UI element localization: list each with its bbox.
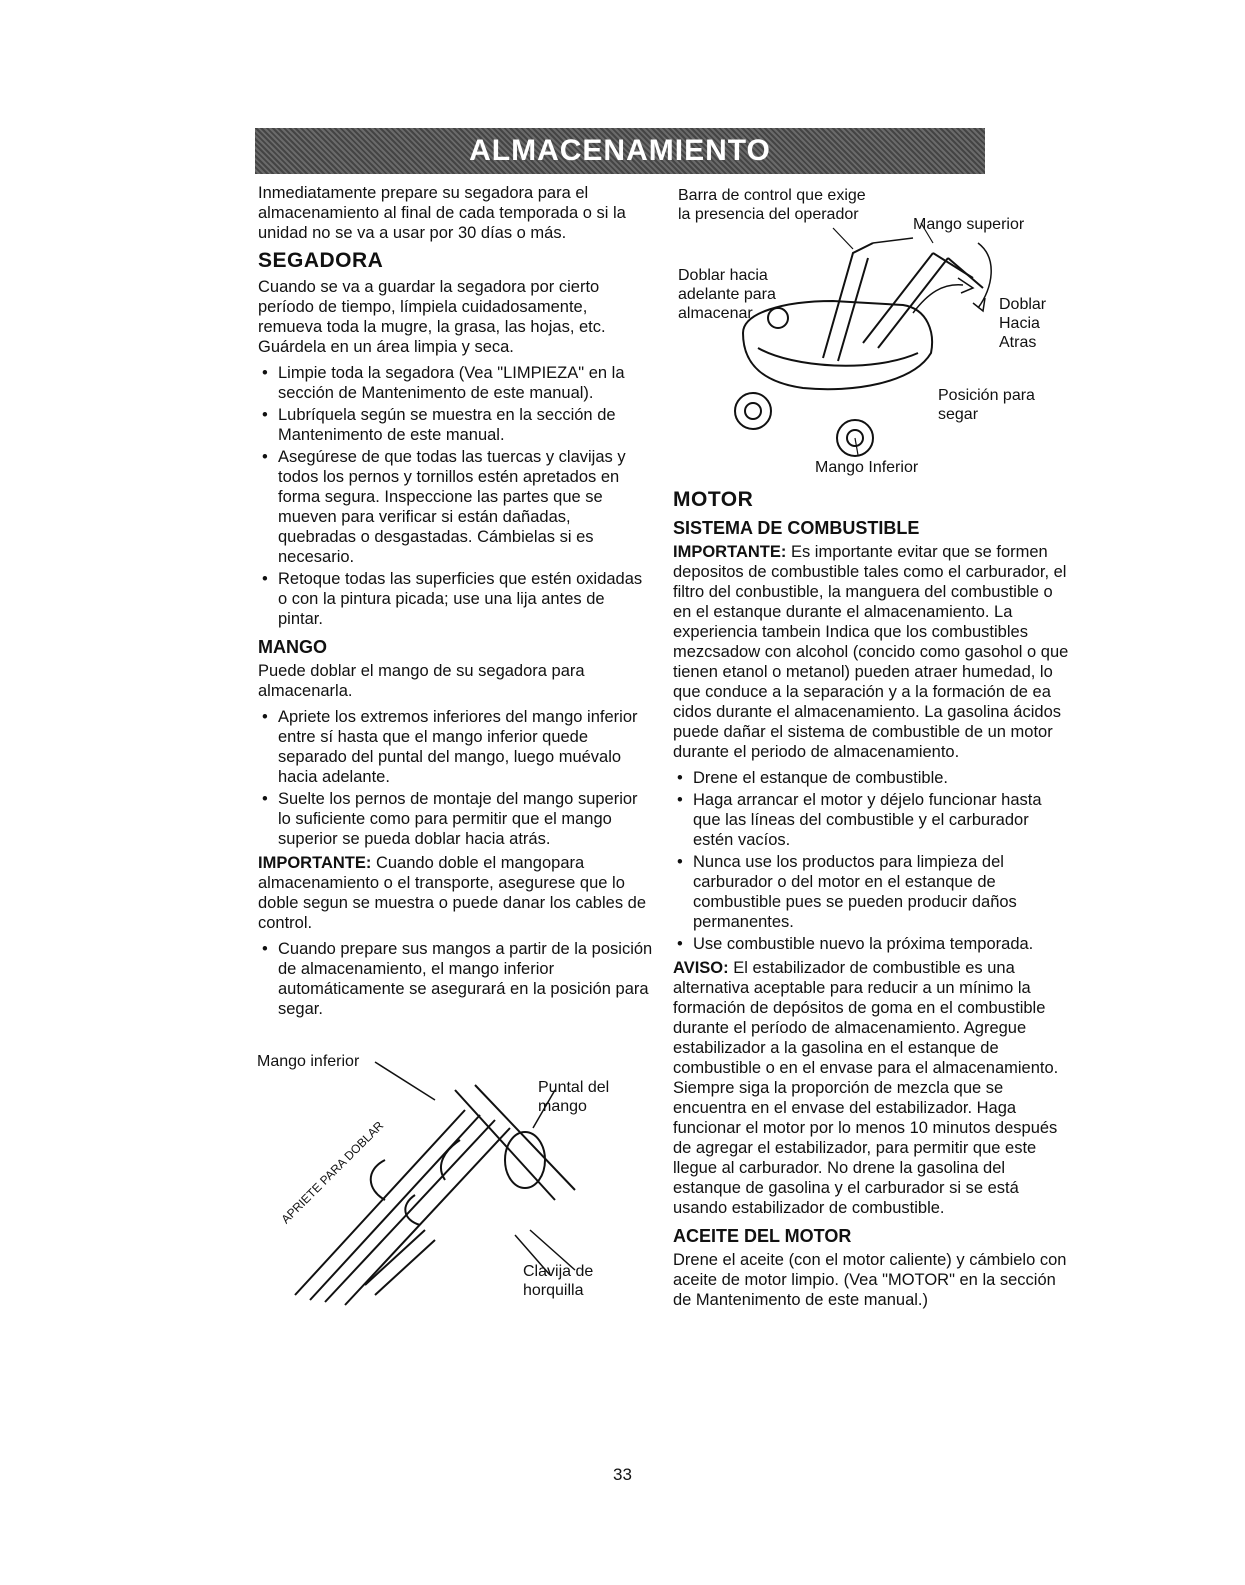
- barra-label-1: Barra de control que exige: [678, 187, 866, 204]
- sistema-heading: SISTEMA DE COMBUSTIBLE: [673, 518, 920, 538]
- list-item: • Nunca use los productos para limpieza del carburador o del motor en el estanque de combustible pues se pueden producir daños permanentes.: [673, 852, 1073, 932]
- doblar-adelante-label-3: almacenar: [678, 305, 753, 322]
- posicion-label-2: segar: [938, 406, 979, 423]
- mango-heading: MANGO: [258, 637, 327, 657]
- list-item: • Use combustible nuevo la próxima temporada.: [673, 934, 1073, 954]
- left-column: [258, 183, 653, 1023]
- list-item: • Apriete los extremos inferiores del mango inferior entre sí hasta que el mango inferior quede separado del puntal del mango, luego muévalo hacia adelante.: [258, 707, 653, 787]
- list-item: • Limpie toda la segadora (Vea "LIMPIEZA" en la sección de Mantenimento de este manual).: [258, 363, 653, 403]
- handle-fold-figure: [255, 1050, 655, 1315]
- mango-inferior-label: Mango inferior: [257, 1053, 360, 1070]
- important-label: IMPORTANTE:: [673, 543, 787, 561]
- mango-inferior-label: Mango Inferior: [815, 459, 919, 476]
- mango-superior-label: Mango superior: [913, 216, 1025, 233]
- apriete-label: APRIETE PARA DOBLAR: [278, 1118, 387, 1227]
- segadora-list: [258, 363, 653, 629]
- important-text: Es importante evitar que se formen depositos de combustible tales como el carburador, el filtro del conbustible, la manguera del combustible o en el estanque durante el almacenamiento. La experiencia tambein Indica que los combustibles mezcsadow con alcohol (concido como gasohol o que tienen etanol o metanol) pueden atraer humedad, lo que conduce a la separación y a la formación de ea cidos durante el almacenamiento. La gasolina ácidos puede dañar el sistema de combustible de un motor durante el periodo de almacenamiento.: [673, 543, 1069, 761]
- intro-paragraph: Inmediatamente prepare su segadora para el almacenamiento al final de cada temporada o si la unidad no se va a usar por 30 días o más.: [258, 184, 626, 242]
- list-item: • Asegúrese de que todas las tuercas y clavijas y todos los pernos y tornillos estén apretados en forma segura. Inspeccione las partes que se mueven para verificar si están dañadas, quebradas o desgastadas. Cámbielas si es necesario.: [258, 447, 653, 567]
- barra-label-2: la presencia del operador: [678, 206, 859, 223]
- list-item: • Retoque todas las superficies que estén oxidadas o con la pintura picada; use una lija antes de pintar.: [258, 569, 653, 629]
- aviso-label: AVISO:: [673, 959, 729, 977]
- important-text: Cuando doble el mangopara almacenamiento o el transporte, asegurese que lo doble segun se muestra o puede danar los cables de control.: [258, 854, 647, 932]
- aviso-paragraph: [673, 958, 1073, 1218]
- puntal-label-2: mango: [538, 1098, 587, 1115]
- aceite-heading: ACEITE DEL MOTOR: [673, 1226, 852, 1246]
- doblar-atras-label-2: Hacia: [999, 315, 1040, 332]
- section-title: ALMACENAMIENTO: [469, 134, 771, 167]
- motor-important: [673, 542, 1073, 762]
- important-label: IMPORTANTE:: [258, 854, 372, 872]
- mango-important: [258, 853, 653, 933]
- list-item: • Drene el estanque de combustible.: [673, 768, 1073, 788]
- doblar-adelante-label-1: Doblar hacia: [678, 267, 768, 284]
- list-item: • Suelte los pernos de montaje del mango superior lo suficiente como para permitir que el mango superior se pueda doblar hacia atrás.: [258, 789, 653, 849]
- segadora-paragraph: Cuando se va a guardar la segadora por cierto período de tiempo, límpiela cuidadosamente, remueva toda la mugre, la grasa, las hojas, etc. Guárdela en un área limpia y seca.: [258, 278, 606, 356]
- motor-heading: MOTOR: [673, 488, 754, 511]
- clavija-label-2: horquilla: [523, 1282, 584, 1299]
- list-item: • Lubríquela según se muestra en la sección de Mantenimento de este manual.: [258, 405, 653, 445]
- mango-list-2: [258, 939, 653, 1019]
- posicion-label-1: Posición para: [938, 387, 1035, 404]
- doblar-adelante-label-2: adelante para: [678, 286, 776, 303]
- doblar-atras-label-3: Atras: [999, 334, 1037, 351]
- mango-list: [258, 707, 653, 849]
- list-item: • Haga arrancar el motor y déjelo funcionar hasta que las líneas del combustible y el carburador estén vacíos.: [673, 790, 1073, 850]
- page-number: 33: [613, 1465, 632, 1484]
- aceite-paragraph: Drene el aceite (con el motor caliente) y cámbielo con aceite de motor limpio. (Vea "MOTOR" en la sección de Mantenimento de este manual.): [673, 1251, 1067, 1309]
- mango-paragraph: Puede doblar el mango de su segadora para almacenarla.: [258, 662, 585, 700]
- right-column: [673, 482, 1073, 1316]
- aviso-text: El estabilizador de combustible es una alternativa aceptable para reducir a un mínimo la formación de depósitos de goma en el combustible durante el período de almacenamiento. Agregue estabilizador a la gasolina en el estanque de combustible o en el envase para el almacenamiento. Siempre siga la proporción de mezcla que se encuentra en el envase del estabilizador. Haga funcionar el motor por lo menos 10 minutos después de agregar el estabilizador, para permitir que este llegue al carburador. No drene la gasolina del estanque de gasolina y el carburador si se está usando estabilizador de combustible.: [673, 959, 1059, 1217]
- section-title-banner: [255, 128, 985, 174]
- segadora-heading: SEGADORA: [258, 249, 384, 272]
- list-item: • Cuando prepare sus mangos a partir de la posición de almacenamiento, el mango inferior automáticamente se asegurará en la posición para segar.: [258, 939, 653, 1019]
- puntal-label-1: Puntal del: [538, 1079, 610, 1096]
- doblar-atras-label-1: Doblar: [999, 296, 1047, 313]
- clavija-label-1: Clavija de: [523, 1263, 594, 1280]
- motor-list: [673, 768, 1073, 954]
- mower-figure: [673, 183, 1073, 483]
